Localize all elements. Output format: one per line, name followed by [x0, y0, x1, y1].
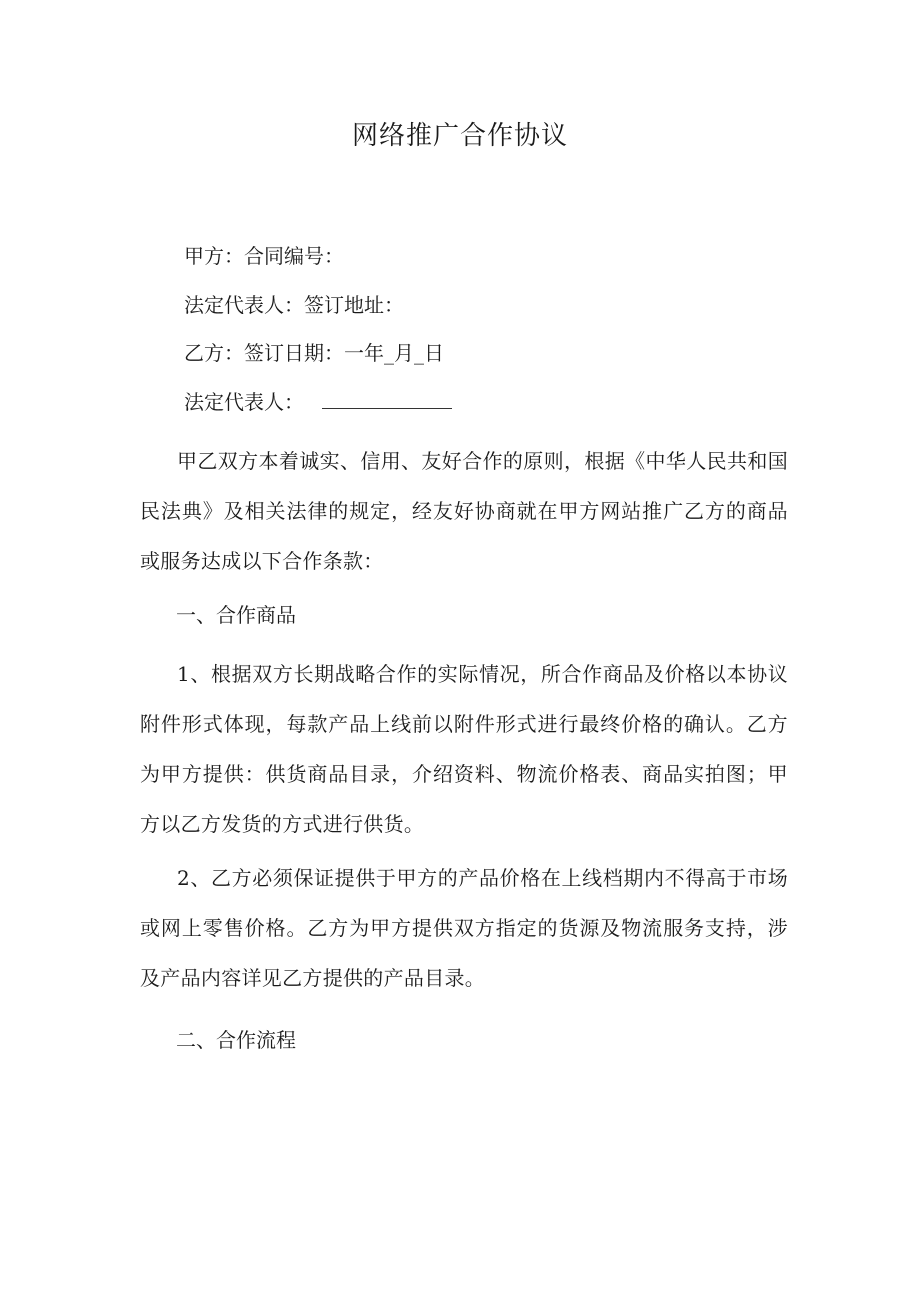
intro-paragraph: 甲乙双方本着诚实、信用、友好合作的原则，根据《中华人民共和国民法典》及相关法律的规定，经友好协商就在甲方网站推广乙方的商品或服务达成以下合作条款：: [140, 449, 788, 573]
clause-1-1: 1、根据双方长期战略合作的实际情况，所合作商品及价格以本协议附件形式体现，每款产品上线前以附件形式进行最终价格的确认。乙方为甲方提供：供货商品目录，介绍资料、物流价格表、商品实拍图；甲方以乙方发货的方式进行供货。: [140, 662, 788, 836]
section-heading-2: 二、合作流程: [176, 1028, 296, 1052]
clause-1-2: 2、乙方必须保证提供于甲方的产品价格在上线档期内不得高于市场或网上零售价格。乙方为甲方提供双方指定的货源及物流服务支持，涉及产品内容详见乙方提供的产品目录。: [140, 866, 788, 990]
legal-rep-a-field: 法定代表人：签订地址：: [184, 293, 404, 317]
party-a-field: 甲方：合同编号：: [184, 244, 344, 268]
legal-rep-b-row: [184, 387, 452, 417]
signature-blank-line: [322, 390, 452, 409]
section-heading-1: 一、合作商品: [176, 603, 296, 627]
legal-rep-b-label: 法定代表人：: [184, 390, 304, 414]
party-b-field: 乙方：签订日期：一年_月_日: [184, 341, 444, 365]
document-title: 网络推广合作协议: [351, 121, 568, 151]
